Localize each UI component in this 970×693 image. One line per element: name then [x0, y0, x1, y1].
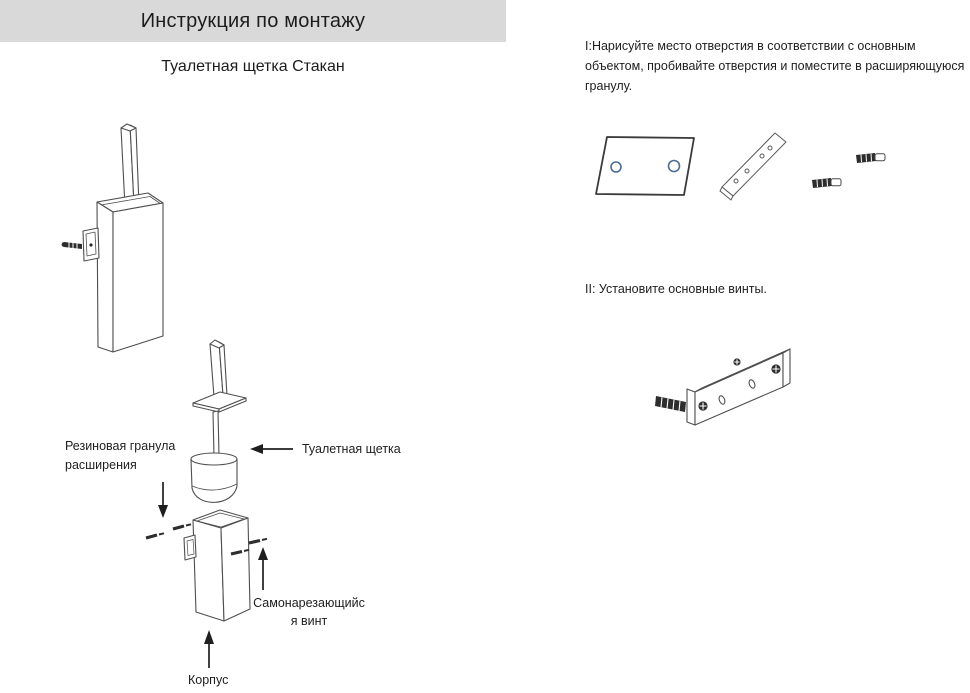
brush-head-top [191, 453, 237, 465]
label-body: Корпус [188, 673, 229, 687]
bracket-screw [62, 242, 82, 249]
step-2-text: II: Установите основные винты. [585, 282, 767, 296]
label-self-tapping-screw [250, 594, 368, 630]
body-face-left [193, 520, 224, 621]
anchor-in-wall [655, 396, 686, 412]
holder-face-left [97, 202, 113, 352]
step2-figure-drawing [655, 349, 790, 425]
arrow-screw [258, 547, 268, 590]
label-rubber-expansion-granule: Резиновая гранула расширения [65, 439, 176, 472]
arrow-body [204, 630, 214, 668]
assembled-holder-drawing [62, 124, 163, 352]
label-self-tapping-screw-line2: я винт [290, 614, 328, 629]
arrow-granule [158, 482, 168, 518]
step1-figure-drawing [596, 133, 885, 200]
bracket-screw-hole [89, 243, 92, 246]
drill-hole-left [611, 162, 621, 172]
body-face-right [221, 518, 250, 621]
drill-hole-right [669, 161, 680, 172]
plate-end-right [783, 349, 790, 387]
exploded-body-drawing [146, 510, 267, 621]
exploded-brush-drawing [191, 340, 246, 502]
holder-face-front [113, 203, 163, 352]
plate-end-left [687, 389, 695, 425]
arrow-brush [250, 444, 293, 454]
brush-rod [213, 411, 219, 457]
page-title: Инструкция по монтажу [140, 9, 366, 32]
brush-head-seam [192, 484, 237, 490]
step-1-text: I:Нарисуйте место отверстия в соответствии с основным объектом, пробивайте отверстия и поместите в расширяющуюся гранулу. [585, 39, 965, 93]
expansion-anchor-2 [856, 153, 885, 163]
label-toilet-brush: Туалетная щетка [302, 442, 401, 456]
body-bracket [184, 535, 196, 560]
mounting-plate-angled [720, 133, 786, 200]
expansion-anchor-1 [812, 178, 841, 188]
product-title: Туалетная щетка Стакан [161, 58, 345, 75]
label-self-tapping-screw-line1: Самонарезающийс [253, 596, 365, 610]
